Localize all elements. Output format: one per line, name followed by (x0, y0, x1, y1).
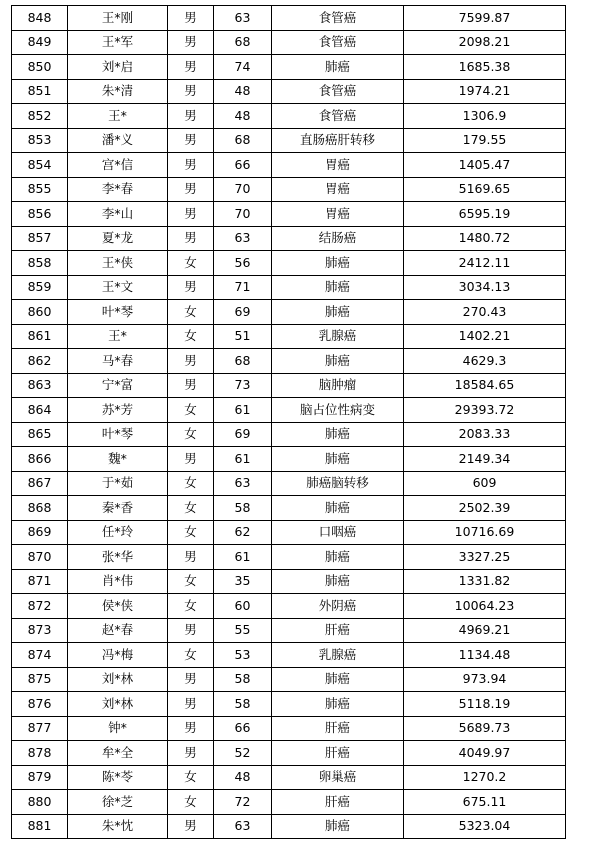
sex-cell: 男 (168, 545, 214, 570)
table-row (12, 692, 566, 717)
age-cell: 70 (214, 177, 272, 202)
patient-name-cell: 宫*信 (68, 153, 168, 178)
patient-name-cell: 马*春 (68, 349, 168, 374)
row-number-cell: 876 (12, 692, 68, 717)
patient-name-cell: 钟* (68, 716, 168, 741)
row-number-cell: 871 (12, 569, 68, 594)
row-number-cell: 850 (12, 55, 68, 80)
table-row (12, 30, 566, 55)
patient-name-cell: 陈*苓 (68, 765, 168, 790)
age-cell: 48 (214, 79, 272, 104)
age-cell: 68 (214, 349, 272, 374)
row-number-cell: 879 (12, 765, 68, 790)
row-number-cell: 875 (12, 667, 68, 692)
patient-name-cell: 徐*芝 (68, 790, 168, 815)
table-row (12, 618, 566, 643)
sex-cell: 男 (168, 349, 214, 374)
sex-cell: 女 (168, 422, 214, 447)
row-number-cell: 851 (12, 79, 68, 104)
table-row (12, 177, 566, 202)
age-cell: 60 (214, 594, 272, 619)
age-cell: 63 (214, 814, 272, 839)
diagnosis-cell: 肺癌 (272, 275, 404, 300)
amount-cell: 1480.72 (404, 226, 566, 251)
age-cell: 61 (214, 545, 272, 570)
amount-cell: 2098.21 (404, 30, 566, 55)
patient-name-cell: 牟*全 (68, 741, 168, 766)
amount-cell: 2083.33 (404, 422, 566, 447)
sex-cell: 女 (168, 569, 214, 594)
table-row (12, 153, 566, 178)
amount-cell: 1306.9 (404, 104, 566, 129)
patient-name-cell: 王*文 (68, 275, 168, 300)
row-number-cell: 860 (12, 300, 68, 325)
table-row (12, 496, 566, 521)
diagnosis-cell: 食管癌 (272, 79, 404, 104)
amount-cell: 5323.04 (404, 814, 566, 839)
table-row (12, 398, 566, 423)
table-row (12, 765, 566, 790)
diagnosis-cell: 肺癌 (272, 300, 404, 325)
table-row (12, 275, 566, 300)
age-cell: 74 (214, 55, 272, 80)
row-number-cell: 869 (12, 520, 68, 545)
amount-cell: 3034.13 (404, 275, 566, 300)
row-number-cell: 872 (12, 594, 68, 619)
patient-name-cell: 侯*侠 (68, 594, 168, 619)
diagnosis-cell: 胃癌 (272, 153, 404, 178)
sex-cell: 女 (168, 251, 214, 276)
sex-cell: 男 (168, 618, 214, 643)
age-cell: 58 (214, 496, 272, 521)
row-number-cell: 870 (12, 545, 68, 570)
diagnosis-cell: 肺癌 (272, 251, 404, 276)
patient-name-cell: 朱*忱 (68, 814, 168, 839)
amount-cell: 2412.11 (404, 251, 566, 276)
patient-name-cell: 于*茹 (68, 471, 168, 496)
amount-cell: 1974.21 (404, 79, 566, 104)
diagnosis-cell: 肺癌 (272, 496, 404, 521)
patient-name-cell: 赵*春 (68, 618, 168, 643)
table-row (12, 349, 566, 374)
diagnosis-cell: 肝癌 (272, 741, 404, 766)
table-row (12, 569, 566, 594)
row-number-cell: 856 (12, 202, 68, 227)
patient-expense-table (11, 5, 566, 839)
amount-cell: 1270.2 (404, 765, 566, 790)
diagnosis-cell: 胃癌 (272, 202, 404, 227)
patient-name-cell: 李*春 (68, 177, 168, 202)
row-number-cell: 864 (12, 398, 68, 423)
age-cell: 56 (214, 251, 272, 276)
age-cell: 48 (214, 765, 272, 790)
age-cell: 52 (214, 741, 272, 766)
diagnosis-cell: 肺癌 (272, 55, 404, 80)
amount-cell: 2149.34 (404, 447, 566, 472)
patient-name-cell: 王*侠 (68, 251, 168, 276)
diagnosis-cell: 肺癌 (272, 569, 404, 594)
age-cell: 55 (214, 618, 272, 643)
row-number-cell: 868 (12, 496, 68, 521)
table-body (12, 6, 566, 839)
amount-cell: 7599.87 (404, 6, 566, 31)
sex-cell: 男 (168, 275, 214, 300)
table-row (12, 104, 566, 129)
diagnosis-cell: 肝癌 (272, 790, 404, 815)
row-number-cell: 857 (12, 226, 68, 251)
diagnosis-cell: 脑占位性病变 (272, 398, 404, 423)
sex-cell: 女 (168, 398, 214, 423)
table-row (12, 594, 566, 619)
diagnosis-cell: 肺癌 (272, 692, 404, 717)
amount-cell: 609 (404, 471, 566, 496)
sex-cell: 男 (168, 741, 214, 766)
diagnosis-cell: 肝癌 (272, 716, 404, 741)
row-number-cell: 867 (12, 471, 68, 496)
age-cell: 68 (214, 128, 272, 153)
table-row (12, 471, 566, 496)
table-row (12, 202, 566, 227)
table-row (12, 128, 566, 153)
sex-cell: 女 (168, 520, 214, 545)
sex-cell: 女 (168, 594, 214, 619)
sex-cell: 男 (168, 373, 214, 398)
row-number-cell: 861 (12, 324, 68, 349)
amount-cell: 4629.3 (404, 349, 566, 374)
amount-cell: 4969.21 (404, 618, 566, 643)
age-cell: 63 (214, 6, 272, 31)
row-number-cell: 881 (12, 814, 68, 839)
patient-name-cell: 李*山 (68, 202, 168, 227)
amount-cell: 675.11 (404, 790, 566, 815)
patient-name-cell: 宁*富 (68, 373, 168, 398)
row-number-cell: 858 (12, 251, 68, 276)
table-row (12, 520, 566, 545)
age-cell: 58 (214, 692, 272, 717)
patient-name-cell: 叶*琴 (68, 300, 168, 325)
amount-cell: 973.94 (404, 667, 566, 692)
age-cell: 61 (214, 447, 272, 472)
diagnosis-cell: 脑肿瘤 (272, 373, 404, 398)
sex-cell: 男 (168, 55, 214, 80)
diagnosis-cell: 肝癌 (272, 618, 404, 643)
age-cell: 35 (214, 569, 272, 594)
table-row (12, 422, 566, 447)
patient-name-cell: 冯*梅 (68, 643, 168, 668)
amount-cell: 29393.72 (404, 398, 566, 423)
age-cell: 69 (214, 422, 272, 447)
sex-cell: 男 (168, 177, 214, 202)
patient-name-cell: 夏*龙 (68, 226, 168, 251)
diagnosis-cell: 乳腺癌 (272, 324, 404, 349)
patient-name-cell: 张*华 (68, 545, 168, 570)
table-row (12, 814, 566, 839)
diagnosis-cell: 结肠癌 (272, 226, 404, 251)
amount-cell: 179.55 (404, 128, 566, 153)
sex-cell: 男 (168, 667, 214, 692)
amount-cell: 1331.82 (404, 569, 566, 594)
amount-cell: 6595.19 (404, 202, 566, 227)
amount-cell: 5689.73 (404, 716, 566, 741)
diagnosis-cell: 肺癌 (272, 814, 404, 839)
diagnosis-cell: 肺癌脑转移 (272, 471, 404, 496)
table-row (12, 667, 566, 692)
amount-cell: 270.43 (404, 300, 566, 325)
table-row (12, 741, 566, 766)
sex-cell: 男 (168, 692, 214, 717)
row-number-cell: 880 (12, 790, 68, 815)
sex-cell: 女 (168, 300, 214, 325)
sex-cell: 男 (168, 716, 214, 741)
table-row (12, 643, 566, 668)
sex-cell: 女 (168, 496, 214, 521)
amount-cell: 1402.21 (404, 324, 566, 349)
row-number-cell: 849 (12, 30, 68, 55)
age-cell: 71 (214, 275, 272, 300)
table-row (12, 373, 566, 398)
sex-cell: 男 (168, 814, 214, 839)
diagnosis-cell: 肺癌 (272, 545, 404, 570)
patient-name-cell: 王*军 (68, 30, 168, 55)
table-row (12, 251, 566, 276)
sex-cell: 男 (168, 79, 214, 104)
amount-cell: 18584.65 (404, 373, 566, 398)
sex-cell: 女 (168, 765, 214, 790)
row-number-cell: 878 (12, 741, 68, 766)
patient-name-cell: 潘*义 (68, 128, 168, 153)
sex-cell: 男 (168, 30, 214, 55)
age-cell: 63 (214, 226, 272, 251)
amount-cell: 5169.65 (404, 177, 566, 202)
age-cell: 70 (214, 202, 272, 227)
row-number-cell: 863 (12, 373, 68, 398)
row-number-cell: 866 (12, 447, 68, 472)
diagnosis-cell: 口咽癌 (272, 520, 404, 545)
table-row (12, 300, 566, 325)
table-row (12, 716, 566, 741)
sex-cell: 男 (168, 104, 214, 129)
diagnosis-cell: 食管癌 (272, 30, 404, 55)
age-cell: 72 (214, 790, 272, 815)
table-row (12, 6, 566, 31)
patient-name-cell: 叶*琴 (68, 422, 168, 447)
table-row (12, 55, 566, 80)
diagnosis-cell: 胃癌 (272, 177, 404, 202)
sex-cell: 女 (168, 790, 214, 815)
sex-cell: 男 (168, 202, 214, 227)
row-number-cell: 873 (12, 618, 68, 643)
patient-name-cell: 肖*伟 (68, 569, 168, 594)
age-cell: 62 (214, 520, 272, 545)
diagnosis-cell: 直肠癌肝转移 (272, 128, 404, 153)
patient-name-cell: 刘*林 (68, 667, 168, 692)
age-cell: 61 (214, 398, 272, 423)
table-row (12, 545, 566, 570)
row-number-cell: 874 (12, 643, 68, 668)
sex-cell: 女 (168, 324, 214, 349)
age-cell: 68 (214, 30, 272, 55)
diagnosis-cell: 卵巢癌 (272, 765, 404, 790)
age-cell: 51 (214, 324, 272, 349)
patient-name-cell: 王* (68, 324, 168, 349)
patient-name-cell: 秦*香 (68, 496, 168, 521)
age-cell: 63 (214, 471, 272, 496)
diagnosis-cell: 肺癌 (272, 447, 404, 472)
sex-cell: 女 (168, 471, 214, 496)
table-row (12, 226, 566, 251)
table-row (12, 790, 566, 815)
row-number-cell: 854 (12, 153, 68, 178)
sex-cell: 男 (168, 447, 214, 472)
diagnosis-cell: 肺癌 (272, 667, 404, 692)
diagnosis-cell: 食管癌 (272, 104, 404, 129)
diagnosis-cell: 肺癌 (272, 422, 404, 447)
amount-cell: 5118.19 (404, 692, 566, 717)
row-number-cell: 855 (12, 177, 68, 202)
age-cell: 66 (214, 716, 272, 741)
sex-cell: 男 (168, 128, 214, 153)
amount-cell: 1405.47 (404, 153, 566, 178)
row-number-cell: 852 (12, 104, 68, 129)
diagnosis-cell: 肺癌 (272, 349, 404, 374)
sex-cell: 男 (168, 226, 214, 251)
amount-cell: 4049.97 (404, 741, 566, 766)
diagnosis-cell: 食管癌 (272, 6, 404, 31)
age-cell: 73 (214, 373, 272, 398)
amount-cell: 1685.38 (404, 55, 566, 80)
sex-cell: 男 (168, 6, 214, 31)
patient-table-container (11, 5, 566, 839)
age-cell: 53 (214, 643, 272, 668)
row-number-cell: 848 (12, 6, 68, 31)
age-cell: 69 (214, 300, 272, 325)
table-row (12, 79, 566, 104)
table-row (12, 324, 566, 349)
amount-cell: 10716.69 (404, 520, 566, 545)
patient-name-cell: 苏*芳 (68, 398, 168, 423)
table-row (12, 447, 566, 472)
amount-cell: 3327.25 (404, 545, 566, 570)
patient-name-cell: 刘*林 (68, 692, 168, 717)
patient-name-cell: 朱*清 (68, 79, 168, 104)
patient-name-cell: 任*玲 (68, 520, 168, 545)
age-cell: 48 (214, 104, 272, 129)
row-number-cell: 859 (12, 275, 68, 300)
row-number-cell: 862 (12, 349, 68, 374)
sex-cell: 男 (168, 153, 214, 178)
patient-name-cell: 王*刚 (68, 6, 168, 31)
row-number-cell: 877 (12, 716, 68, 741)
row-number-cell: 865 (12, 422, 68, 447)
sex-cell: 女 (168, 643, 214, 668)
row-number-cell: 853 (12, 128, 68, 153)
diagnosis-cell: 外阴癌 (272, 594, 404, 619)
amount-cell: 10064.23 (404, 594, 566, 619)
amount-cell: 1134.48 (404, 643, 566, 668)
patient-name-cell: 王* (68, 104, 168, 129)
diagnosis-cell: 乳腺癌 (272, 643, 404, 668)
age-cell: 66 (214, 153, 272, 178)
patient-name-cell: 魏* (68, 447, 168, 472)
age-cell: 58 (214, 667, 272, 692)
amount-cell: 2502.39 (404, 496, 566, 521)
patient-name-cell: 刘*启 (68, 55, 168, 80)
